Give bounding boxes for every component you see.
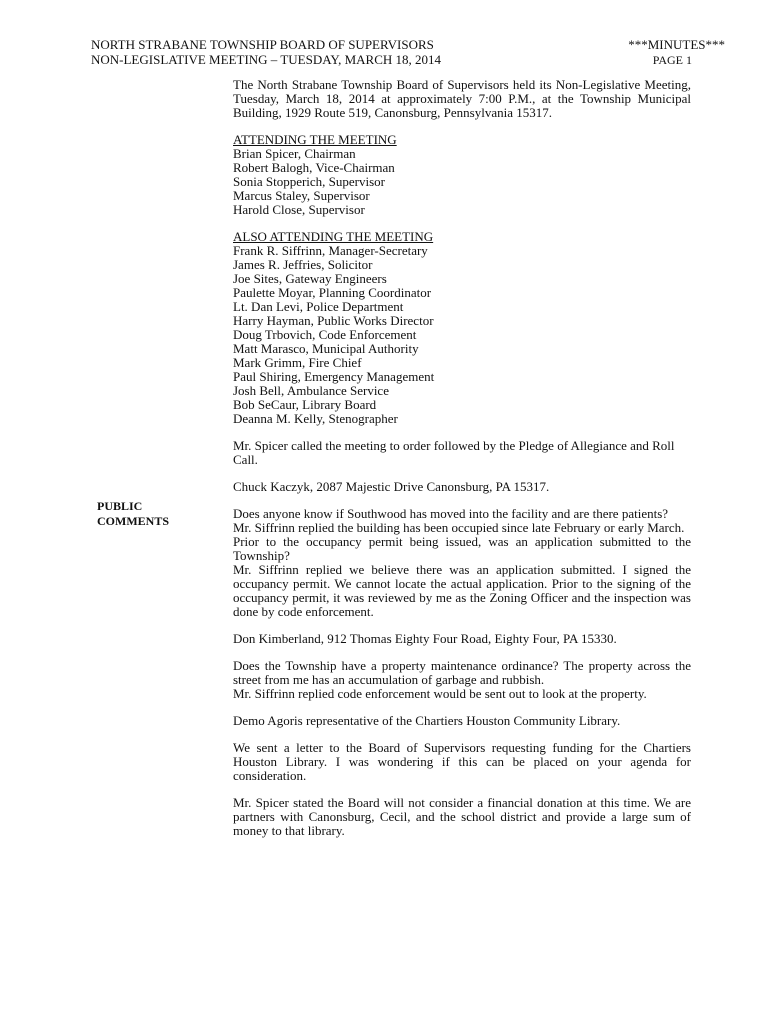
attendee: Mark Grimm, Fire Chief	[233, 355, 362, 370]
attendee: Harry Hayman, Public Works Director	[233, 313, 434, 328]
page-number: PAGE 1	[652, 53, 692, 67]
also-attending-section	[233, 230, 691, 426]
also-attending-heading: ALSO ATTENDING THE MEETING	[233, 229, 434, 244]
comment-line: Mr. Siffrinn replied code enforcement would be sent out to look at the property.	[233, 686, 647, 701]
attendee: Lt. Dan Levi, Police Department	[233, 299, 404, 314]
comment-line: Mr. Siffrinn replied we believe there was an application submitted. I signed the occupancy permit. We cannot locate the actual application. Prior to the signing of the occupancy permit, it was reviewed by me as the Zoning Officer and the inspection was done by code enforcement.	[233, 562, 691, 619]
attendee: Robert Balogh, Vice-Chairman	[233, 160, 395, 175]
comment-line: Does anyone know if Southwood has moved into the facility and are there patients?	[233, 506, 669, 521]
public-comments-label	[97, 499, 169, 529]
attending-section	[233, 133, 691, 217]
speaker-3: Demo Agoris representative of the Chartiers Houston Community Library.	[233, 713, 621, 728]
comment-line: Does the Township have a property maintenance ordinance? The property across the street from me has an accumulation of garbage and rubbish.	[233, 658, 691, 687]
speaker-2: Don Kimberland, 912 Thomas Eighty Four Road, Eighty Four, PA 15330.	[233, 631, 617, 646]
minutes-body	[233, 78, 691, 851]
attendee: Brian Spicer, Chairman	[233, 146, 356, 161]
attendee: Matt Marasco, Municipal Authority	[233, 341, 419, 356]
attendee: Sonia Stopperich, Supervisor	[233, 174, 386, 189]
attendee: Harold Close, Supervisor	[233, 202, 365, 217]
comment-line: Mr. Siffrinn replied the building has been occupied since late February or early March.	[233, 520, 685, 535]
side-label-line1: PUBLIC	[97, 499, 143, 513]
attendee: Frank R. Siffrinn, Manager-Secretary	[233, 243, 428, 258]
attendee: Marcus Staley, Supervisor	[233, 188, 370, 203]
speaker-3-reply: Mr. Spicer stated the Board will not consider a financial donation at this time. We are partners with Canonsburg, Cecil, and the school district and provide a large sum of money to that library.	[233, 795, 691, 838]
comment-line: Prior to the occupancy permit being issued, was an application submitted to the Township?	[233, 534, 691, 563]
speaker-3-request: We sent a letter to the Board of Supervisors requesting funding for the Chartiers Houston Library. I was wondering if this can be placed on your agenda for consideration.	[233, 740, 691, 783]
attendee: Paulette Moyar, Planning Coordinator	[233, 285, 432, 300]
attendee: Bob SeCaur, Library Board	[233, 397, 377, 412]
header-title: NORTH STRABANE TOWNSHIP BOARD OF SUPERVISORS	[91, 37, 434, 52]
attendee: Doug Trbovich, Code Enforcement	[233, 327, 417, 342]
side-label-line2: COMMENTS	[97, 514, 169, 528]
speaker-2-exchange	[233, 659, 691, 701]
attendee: Josh Bell, Ambulance Service	[233, 383, 389, 398]
header-subtitle: NON-LEGISLATIVE MEETING – TUESDAY, MARCH 18, 2014	[91, 52, 442, 67]
attendee: Paul Shiring, Emergency Management	[233, 369, 435, 384]
call-to-order: Mr. Spicer called the meeting to order followed by the Pledge of Allegiance and Roll Call.	[233, 438, 675, 467]
intro-paragraph: The North Strabane Township Board of Supervisors held its Non-Legislative Meeting, Tuesday, March 18, 2014 at approximately 7:00 P.M., at the Township Municipal Building, 1929 Route 519, Canonsburg, Pennsylvania 15317.	[233, 77, 691, 120]
minutes-label: ***MINUTES***	[628, 37, 725, 52]
speaker-1-exchange	[233, 507, 691, 619]
speaker-1: Chuck Kaczyk, 2087 Majestic Drive Canonsburg, PA 15317.	[233, 479, 550, 494]
attendee: James R. Jeffries, Solicitor	[233, 257, 373, 272]
attendee: Deanna M. Kelly, Stenographer	[233, 411, 398, 426]
attending-heading: ATTENDING THE MEETING	[233, 132, 397, 147]
attendee: Joe Sites, Gateway Engineers	[233, 271, 387, 286]
